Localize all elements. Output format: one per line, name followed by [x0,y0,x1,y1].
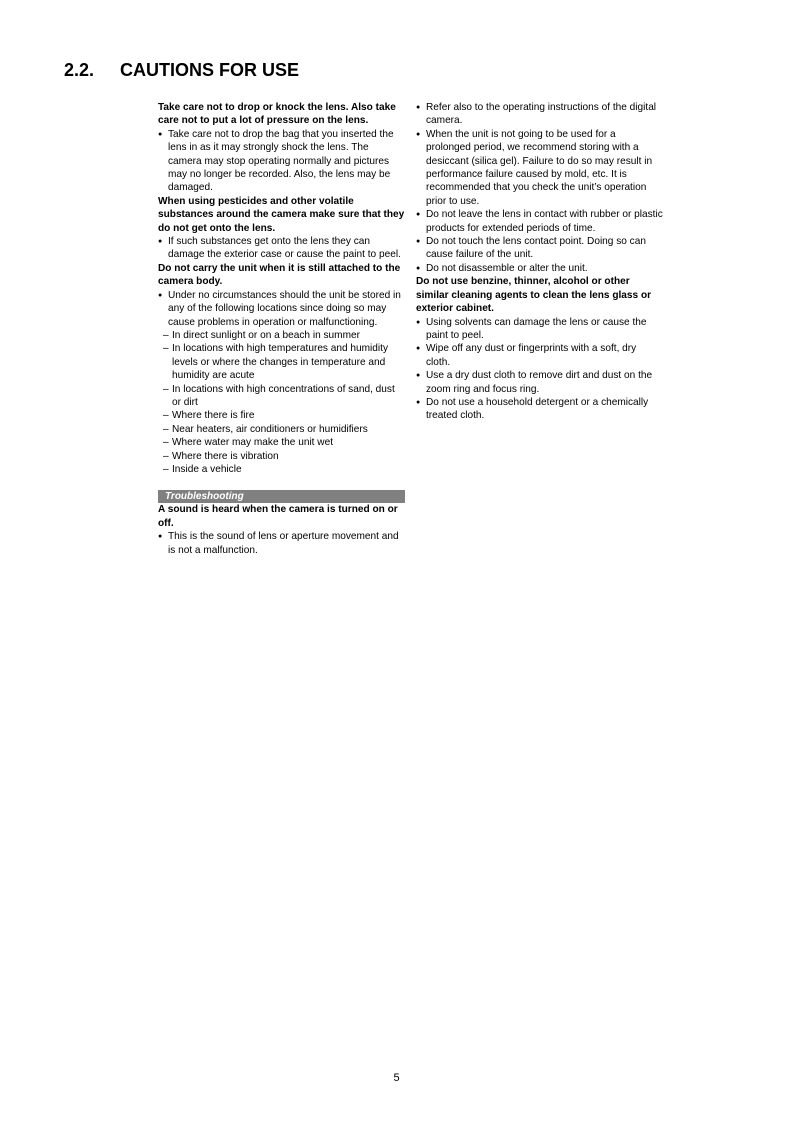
cleaning-bullet: ● Wipe off any dust or fingerprints with a soft, dry cloth. [416,342,663,369]
page-number: 5 [393,1072,400,1084]
caution-block-pesticides [158,195,405,262]
caution-bullet: ● When the unit is not going to be used for a prolonged period, we recommend storing with a desiccant (silica gel). Failure to do so may result in performance failure caused by mold, etc. It is recommended that you check the unit’s operation prior to use. [416,128,663,208]
caution-bullet: ● Do not leave the lens in contact with rubber or plastic products for extended periods of time. [416,208,663,235]
troubleshooting-block [158,503,405,557]
section-number: 2.2. [64,60,95,80]
caution-heading: Do not carry the unit when it is still attached to the camera body. [158,262,401,288]
left-column [158,101,405,557]
caution-block-drop [158,101,405,195]
troubleshooting-bullet: ● This is the sound of lens or aperture movement and is not a malfunction. [158,530,405,557]
caution-bullet: ● Refer also to the operating instructions of the digital camera. [416,101,663,128]
caution-heading: When using pesticides and other volatile substances around the camera make sure that they do not get onto the lens. [158,195,405,234]
location-item: – Where there is vibration [158,450,405,463]
caution-heading: Do not use benzine, thinner, alcohol or other similar cleaning agents to clean the lens glass or exterior cabinet. [416,276,652,315]
troubleshooting-heading: A sound is heard when the camera is turned on or off. [158,504,398,529]
location-item: – Inside a vehicle [158,463,405,476]
cleaning-bullet: ● Use a dry dust cloth to remove dirt and dust on the zoom ring and focus ring. [416,369,663,396]
location-item: – Where water may make the unit wet [158,436,405,449]
right-column [416,101,663,423]
caution-heading: Take care not to drop or knock the lens. Also take care not to put a lot of pressure on the lens. [158,102,396,127]
caution-block-carry [158,262,405,477]
caution-bullet: ● If such substances get onto the lens they can damage the exterior case or cause the paint to peel. [158,235,405,262]
caution-bullet: ● Do not disassemble or alter the unit. [416,262,663,275]
location-item: – In locations with high temperatures and humidity levels or where the changes in temperature and humidity are acute [158,342,405,382]
location-item: – Where there is fire [158,409,405,422]
section-title: CAUTIONS FOR USE [120,60,300,80]
caution-bullet: ● Take care not to drop the bag that you inserted the lens in as it may strongly shock the lens. The camera may stop operating normally and pictures may no longer be recorded. Also, the lens may be damaged. [158,128,405,195]
page-heading [64,60,299,81]
troubleshooting-bar: Troubleshooting [158,490,405,503]
cleaning-bullet: ● Using solvents can damage the lens or cause the paint to peel. [416,316,663,343]
location-item: – Near heaters, air conditioners or humidifiers [158,423,405,436]
location-item: – In direct sunlight or on a beach in summer [158,329,405,342]
caution-bullet: ● Do not touch the lens contact point. Doing so can cause failure of the unit. [416,235,663,262]
location-item: – In locations with high concentrations of sand, dust or dirt [158,383,405,410]
cleaning-bullet: ● Do not use a household detergent or a chemically treated cloth. [416,396,663,423]
caution-bullet: ● Under no circumstances should the unit be stored in any of the following locations since doing so may cause problems in operation or malfunctioning. [158,289,405,329]
